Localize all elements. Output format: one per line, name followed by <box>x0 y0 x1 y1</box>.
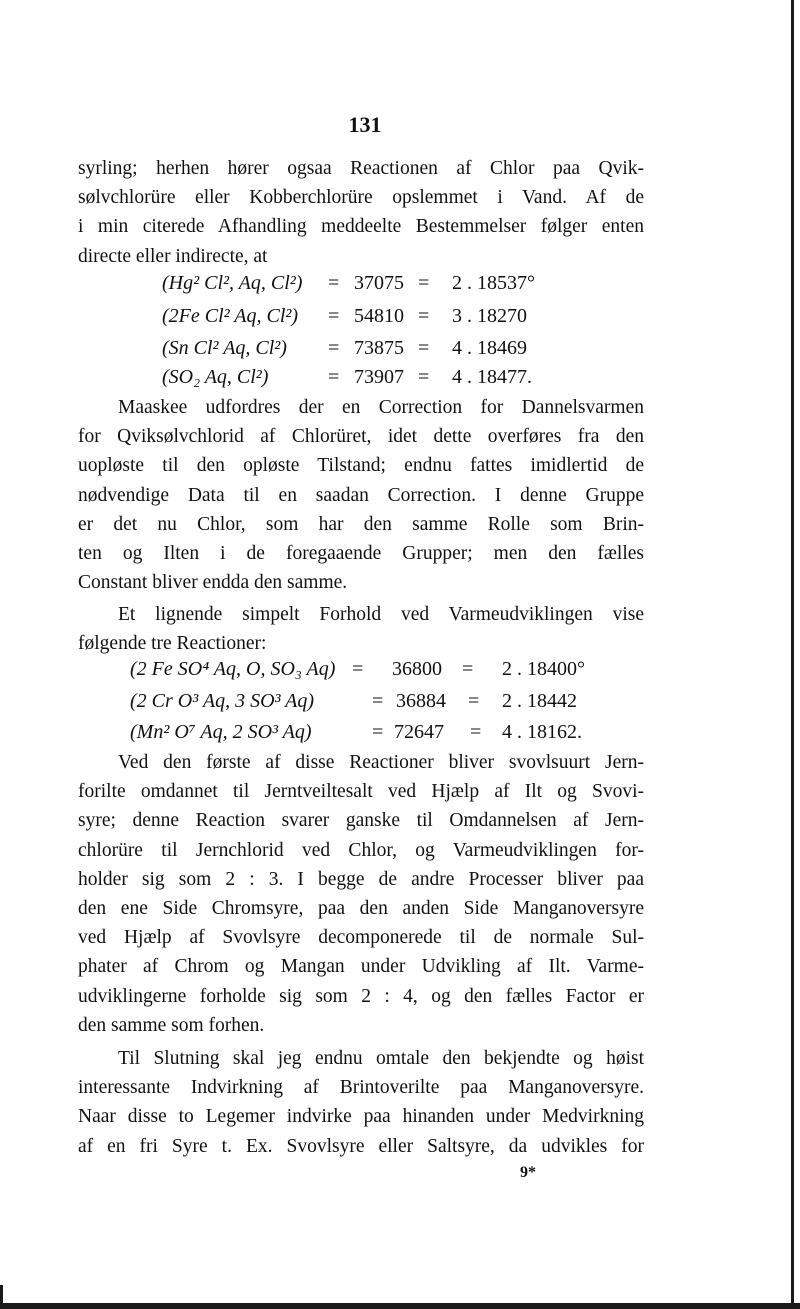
text-line: er det nu Chlor, som har den samme Rolle som Brin- <box>78 513 644 535</box>
text-line: udviklingerne forholde sig som 2 : 4, og den fælles Factor er <box>78 985 644 1007</box>
equals-sign: = <box>352 658 364 680</box>
equation-factor: 4 . 18162. <box>502 721 582 743</box>
equation-value: 36800 <box>392 658 442 680</box>
text-line: Til Slutning skal jeg endnu omtale den bekjendte og høist <box>118 1048 644 1069</box>
text-line: directe eller indirecte, at <box>78 245 268 267</box>
equation-lhs: (2Fe Cl² Aq, Cl²) <box>162 305 299 327</box>
equals-sign: = <box>462 658 474 680</box>
equation-factor: 2 . 18442 <box>502 690 577 712</box>
equation-lhs: (2 Fe SO⁴ Aq, O, SO₃ Aq) <box>130 658 336 680</box>
equals-sign: = <box>372 721 384 743</box>
text-line: chlorüre til Jernchlorid ved Chlor, og Varmeudviklingen for- <box>78 839 644 861</box>
equation-lhs: (Sn Cl² Aq, Cl²) <box>162 337 287 359</box>
equals-sign: = <box>418 337 430 359</box>
text-line: Ved den første af disse Reactioner bliver svovlsuurt Jern- <box>118 752 644 773</box>
equals-sign: = <box>328 305 340 327</box>
equation-lhs: (Mn² O⁷ Aq, 2 SO³ Aq) <box>130 721 312 743</box>
paragraph-2 <box>78 393 644 597</box>
equation-factor: 3 . 18270 <box>452 305 527 327</box>
equals-sign: = <box>418 305 430 327</box>
text-line: syre; denne Reaction svarer ganske til Omdannelsen af Jern- <box>78 810 644 832</box>
text-line: ved Hjælp af Svovlsyre decomponerede til de normale Sul- <box>78 927 644 949</box>
equation-factor: 4 . 18469 <box>452 337 527 359</box>
equation-value: 73875 <box>354 337 404 359</box>
equation-value: 54810 <box>354 305 404 327</box>
equation-value: 37075 <box>354 272 404 294</box>
equation-lhs: (2 Cr O³ Aq, 3 SO³ Aq) <box>130 690 315 712</box>
paragraph-4 <box>78 748 644 1040</box>
equals-sign: = <box>470 721 482 743</box>
text-line: sølvchlorüre eller Kobberchlorüre opslemmet i Vand. Af de <box>78 187 644 209</box>
page-edge-right <box>791 0 794 1309</box>
equation-factor: 2 . 18400° <box>502 658 585 680</box>
signature-mark: 9* <box>520 1164 536 1181</box>
text-line: Naar disse to Legemer indvirke paa hinanden under Medvirkning <box>78 1106 644 1128</box>
paragraph-3 <box>78 600 644 658</box>
text-line: uopløste til den opløste Tilstand; endnu fattes imidlertid de <box>78 455 644 477</box>
text-line: phater af Chrom og Mangan under Udvikling af Ilt. Varme- <box>78 956 644 978</box>
text-line: Maaskee udfordres der en Correction for Dannelsvarmen <box>118 397 644 418</box>
text-line: den samme som forhen. <box>78 1014 265 1036</box>
equation-value: 73907 <box>354 366 404 388</box>
text-line: Constant bliver endda den samme. <box>78 572 348 594</box>
equals-sign: = <box>468 690 480 712</box>
equation-lhs: (SO₂ Aq, Cl²) <box>162 366 269 388</box>
text-line: for Qviksølvchlorid af Chlorüret, idet dette overføres fra den <box>78 426 644 448</box>
equals-sign: = <box>328 366 340 388</box>
paragraph-1 <box>78 154 644 271</box>
equation-lhs: (Hg² Cl², Aq, Cl²) <box>162 272 303 294</box>
equation-value: 36884 <box>396 690 446 712</box>
equals-sign: = <box>418 272 430 294</box>
equation-value: 72647 <box>394 721 444 743</box>
text-line: af en fri Syre t. Ex. Svovlsyre eller Saltsyre, da udvikles for <box>78 1135 644 1157</box>
text-line: interessante Indvirkning af Brintoverilte paa Manganoversyre. <box>78 1077 644 1099</box>
equals-sign: = <box>418 366 430 388</box>
equals-sign: = <box>328 272 340 294</box>
equation-factor: 4 . 18477. <box>452 366 532 388</box>
text-line: syrling; herhen hører ogsaa Reactionen af Chlor paa Qvik- <box>78 158 644 179</box>
text-line: ten og Ilten i de foregaaende Grupper; men den fælles <box>78 543 644 565</box>
text-line: følgende tre Reactioner: <box>78 633 267 655</box>
text-line: den ene Side Chromsyre, paa den anden Side Manganoversyre <box>78 898 644 920</box>
equals-sign: = <box>328 337 340 359</box>
text-line: forilte omdannet til Jerntveiltesalt ved Hjælp af Ilt og Svovi- <box>78 781 644 803</box>
page-number: 131 <box>348 112 382 137</box>
equation-factor: 2 . 18537° <box>452 272 535 294</box>
page-edge-bottom <box>0 1303 800 1309</box>
paragraph-5 <box>78 1044 644 1161</box>
text-line: i min citerede Afhandling meddeelte Bestemmelser følger enten <box>78 216 644 238</box>
text-line: Et lignende simpelt Forhold ved Varmeudviklingen vise <box>118 604 644 625</box>
page-corner <box>0 1285 25 1309</box>
text-line: holder sig som 2 : 3. I begge de andre Processer bliver paa <box>78 868 644 890</box>
equals-sign: = <box>372 690 384 712</box>
text-line: nødvendige Data til en saadan Correction. I denne Gruppe <box>78 484 644 506</box>
